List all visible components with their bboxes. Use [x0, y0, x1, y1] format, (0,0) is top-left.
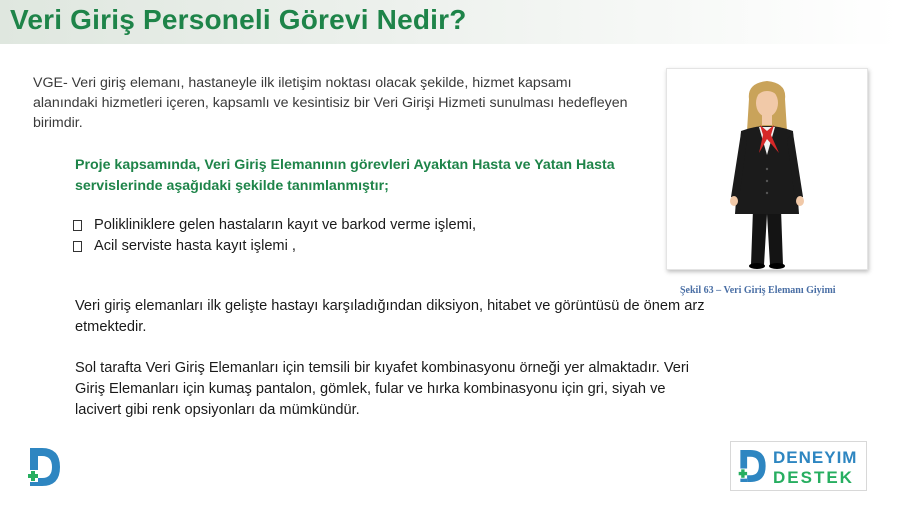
paragraph-diction: Veri giriş elemanları ilk gelişte hastayı karşıladığından diksiyon, hitabet ve görüntüsü de önem arz etmektedir. — [75, 298, 705, 335]
logo-text-destek: DESTEK — [773, 468, 854, 487]
deneyim-logo-mark-left — [26, 446, 64, 488]
logo-text-deneyim: DENEYIM — [773, 448, 858, 467]
logo-icon — [737, 448, 769, 484]
uniform-photo — [666, 68, 868, 270]
deneyim-destek-logo — [730, 441, 867, 491]
figure-caption: Şekil 63 – Veri Giriş Elemanı Giyimi — [680, 285, 836, 296]
intro-text: VGE- Veri giriş elemanı, hastaneyle ilk iletişim noktası olacak şekilde, hizmet kapsamı alanındaki hizmetleri içeren, kapsamlı ve kesintisiz bir Veri Girişi Hizmeti sunulması hedefleyen birimdir. — [33, 75, 628, 131]
page-title: Veri Giriş Personeli Görevi Nedir? — [10, 4, 467, 35]
paragraph-uniform: Sol tarafta Veri Giriş Elemanları için temsili bir kıyafet kombinasyonu örneği yer almaktadır. Veri Giriş Elemanları için kumaş pantalon, gömlek, fular ve hırka kombinasyonu için gri, siyah ve lacivert gibi renk opsiyonları da mümkündür. — [75, 360, 689, 418]
list-item — [73, 215, 633, 236]
bullet-box-icon — [73, 220, 82, 231]
duties-heading: Proje kapsamında, Veri Giriş Elemanının görevleri Ayaktan Hasta ve Yatan Hasta servislerinde aşağıdaki şekilde tanımlanmıştır; — [75, 157, 615, 194]
list-item-text: Acil serviste hasta kayıt işlemi , — [94, 238, 296, 254]
duties-list — [73, 215, 633, 257]
logo-icon — [26, 446, 64, 488]
list-item — [73, 236, 633, 257]
bullet-box-icon — [73, 241, 82, 252]
staff-illustration — [667, 69, 867, 269]
list-item-text: Polikliniklere gelen hastaların kayıt ve barkod verme işlemi, — [94, 217, 477, 233]
